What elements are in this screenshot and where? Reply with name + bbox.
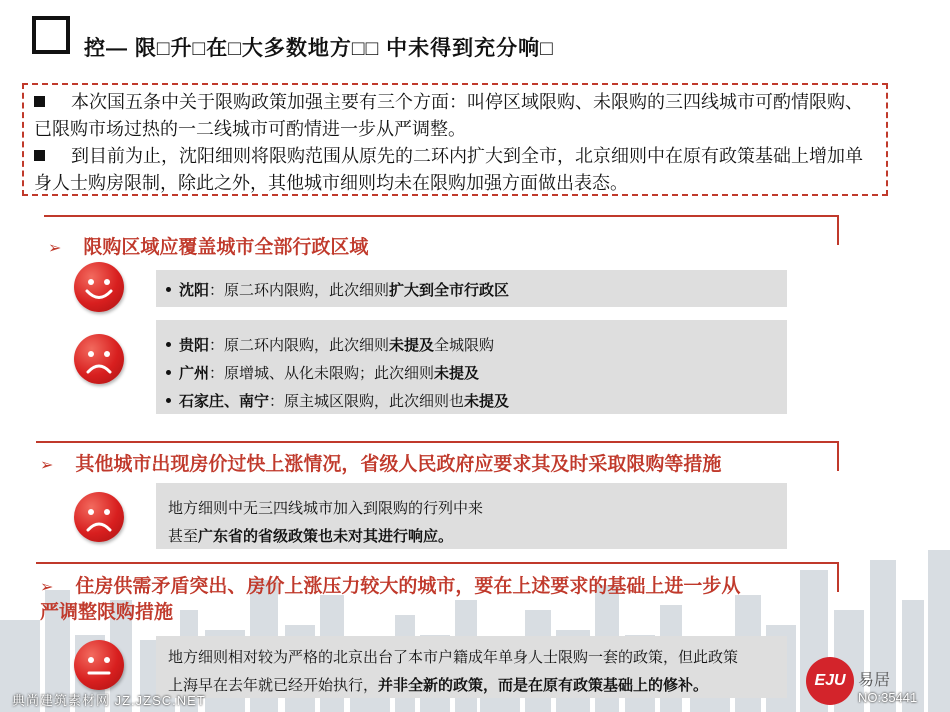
section-2-heading: ➢ 其他城市出现房价过快上涨情况，省级人民政府应要求其及时采取限购等措施 <box>40 454 722 475</box>
eju-logo: EJU <box>806 657 854 705</box>
neutral-face-icon <box>74 640 124 690</box>
dot-bullet-icon <box>166 398 171 403</box>
page-title: 控— 限□升□在□大多数地方□□ 中未得到充分响□ <box>84 37 554 60</box>
list-item: 石家庄、南宁：原主城区限购，此次细则也未提及 <box>166 390 509 411</box>
shenyang-panel <box>156 270 787 307</box>
panel-line: 地方细则中无三四线城市加入到限购的行列中来 <box>168 500 484 517</box>
intro-paragraph-1: 本次国五条中关于限购政策加强主要有三个方面：叫停区域限购、未限购的三四线城市可酌情限购、已限购市场过热的一二线城市可酌情进一步从严调整。 <box>34 92 863 139</box>
other-cities-panel <box>156 320 787 414</box>
section-3-panel <box>156 636 787 698</box>
section-3-heading: ➢ 住房供需矛盾突出、房价上涨压力较大的城市，要在上述要求的基础上进一步从 严调整限购措施 <box>40 576 741 623</box>
smile-face-icon <box>74 262 124 312</box>
watermark-right: NO:35441 <box>858 690 918 705</box>
square-bullet-icon <box>34 150 45 161</box>
sad-face-icon <box>74 492 124 542</box>
sad-face-icon <box>74 334 124 384</box>
list-item: 贵阳：原二环内限购，此次细则未提及全城限购 <box>166 334 494 355</box>
dot-bullet-icon <box>166 370 171 375</box>
intro-paragraph-2: 到目前为止，沈阳细则将限购范围从原先的二环内扩大到全市，北京细则中在原有政策基础上增加单身人士购房限制，除此之外，其他城市细则均未在限购加强方面做出表态。 <box>34 146 863 193</box>
panel-line: 地方细则相对较为严格的北京出台了本市户籍成年单身人士限购一套的政策，但此政策 <box>168 649 739 666</box>
list-item: 广州：原增城、从化未限购；此次细则未提及 <box>166 362 479 383</box>
section-1-heading: ➢ 限购区域应覆盖城市全部行政区域 <box>48 237 369 258</box>
section-2-panel <box>156 483 787 549</box>
eju-logo-text: 易居 <box>858 672 891 689</box>
list-item: 沈阳：原二环内限购，此次细则扩大到全市行政区 <box>166 279 509 300</box>
panel-line: 上海早在去年就已经开始执行，并非全新的政策，而是在原有政策基础上的修补。 <box>168 677 709 694</box>
dot-bullet-icon <box>166 342 171 347</box>
title-square-icon <box>32 16 70 54</box>
arrow-bullet-icon: ➢ <box>40 579 54 596</box>
dot-bullet-icon <box>166 287 171 292</box>
square-bullet-icon <box>34 96 45 107</box>
arrow-bullet-icon: ➢ <box>48 240 62 257</box>
watermark-left: 典尚建筑素材网 JZ.JZSC.NET <box>12 693 206 708</box>
panel-line: 甚至广东省的省级政策也未对其进行响应。 <box>168 528 454 545</box>
arrow-bullet-icon: ➢ <box>40 457 54 474</box>
intro-box <box>22 83 888 196</box>
